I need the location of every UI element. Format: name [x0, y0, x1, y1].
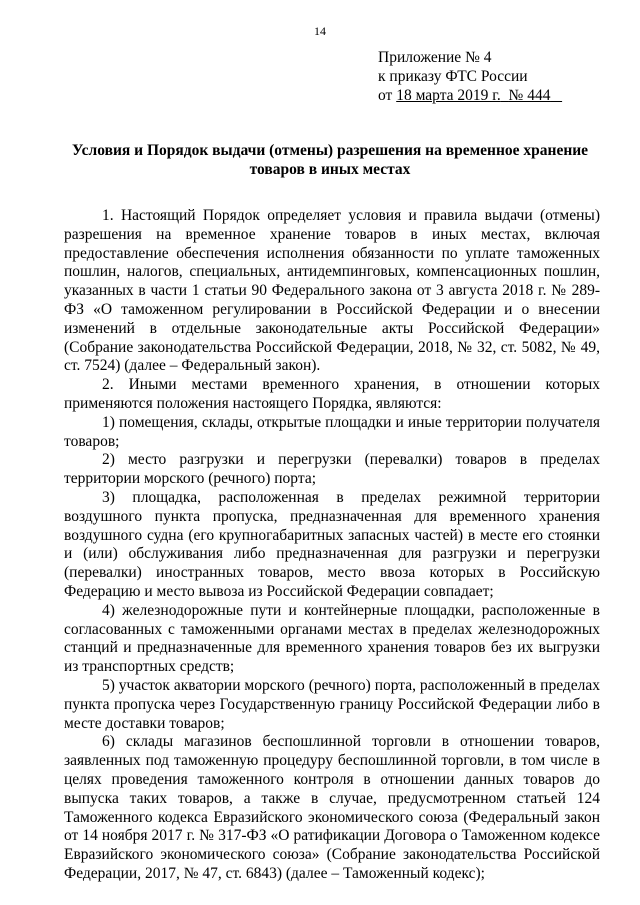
list-item-4: 4) железнодорожные пути и контейнерные площадки, расположенные в согласованных с таможенными органами местах в пределах железнодорожных станций и предназначенные для временного хранения товаров без их выгрузки из транспортных средств;	[64, 601, 600, 676]
list-item-5: 5) участок акватории морского (речного) порта, расположенный в пределах пункта пропуска через Государственную границу Российской Федерации либо в месте доставки товаров;	[64, 676, 600, 732]
paragraph-1: 1. Настоящий Порядок определяет условия и правила выдачи (отмены) разрешения на временное хранение товаров в иных местах, включая предоставление обеспечения исполнения обязанности по уплате таможенных пошлин, налогов, специальных, антидемпинговых, компенсационных пошлин, указанных в части 1 статьи 90 Федерального закона от 3 августа 2018 г. № 289-ФЗ «О таможенном регулировании в Российской Федерации и о внесении изменений в отдельные законодательные акты Российской Федерации» (Собрание законодательства Российской Федерации, 2018, № 32, ст. 5082, № 49, ст. 7524) (далее – Федеральный закон).	[64, 207, 600, 375]
list-item-6: 6) склады магазинов беспошлинной торговли в отношении товаров, заявленных под таможенную процедуру беспошлинной торговли, в том числе в целях проведения таможенного контроля в отношении данных товаров до выпуска таких товаров, а также в случае, предусмотренном статьей 124 Таможенного кодекса Евразийского экономического союза (Федеральный закон от 14 ноября 2017 г. № 317-ФЗ «О ратификации Договора о Таможенном кодексе Евразийского экономического союза» (Собрание законодательства Российской Федерации, 2017, № 47, ст. 6843) (далее – Таможенный кодекс);	[64, 733, 600, 882]
annex-line-title: Приложение № 4	[378, 49, 492, 66]
title-line-2: товаров в иных местах	[249, 161, 411, 178]
list-item-2: 2) место разгрузки и перегрузки (перевалки) товаров в пределах территории морского (речного) порта;	[64, 451, 600, 488]
document-title	[60, 141, 600, 179]
annex-line-date	[378, 86, 562, 105]
document-body	[64, 207, 600, 884]
annex-number	[501, 87, 562, 104]
annex-line-order: к приказу ФТС России	[378, 68, 528, 85]
list-item-3: 3) площадка, расположенная в пределах режимной территории воздушного пункта пропуска, предназначенная для временного хранения воздушного судна (его крупногабаритных запасных частей) в месте его стоянки и (или) обслуживания либо предназначенная для разгрузки и перегрузки (перевалки) иностранных товаров, место ввоза которых в Российскую Федерацию и место вывоза из Российской Федерации совпадает;	[64, 488, 600, 600]
annex-header	[378, 48, 562, 105]
page-number: 14	[314, 24, 326, 38]
annex-date-prefix: от	[378, 87, 397, 104]
list-item-1: 1) помещения, склады, открытые площадки и иные территории получателя товаров;	[64, 413, 600, 450]
annex-date: 18 марта 2019 г.	[396, 87, 501, 104]
title-line-1: Условия и Порядок выдачи (отмены) разрешения на временное хранение	[71, 142, 589, 159]
annex-number-text: № 444	[508, 87, 551, 104]
paragraph-2: 2. Иными местами временного хранения, в отношении которых применяются положения настоящего Порядка, являются:	[64, 376, 600, 412]
